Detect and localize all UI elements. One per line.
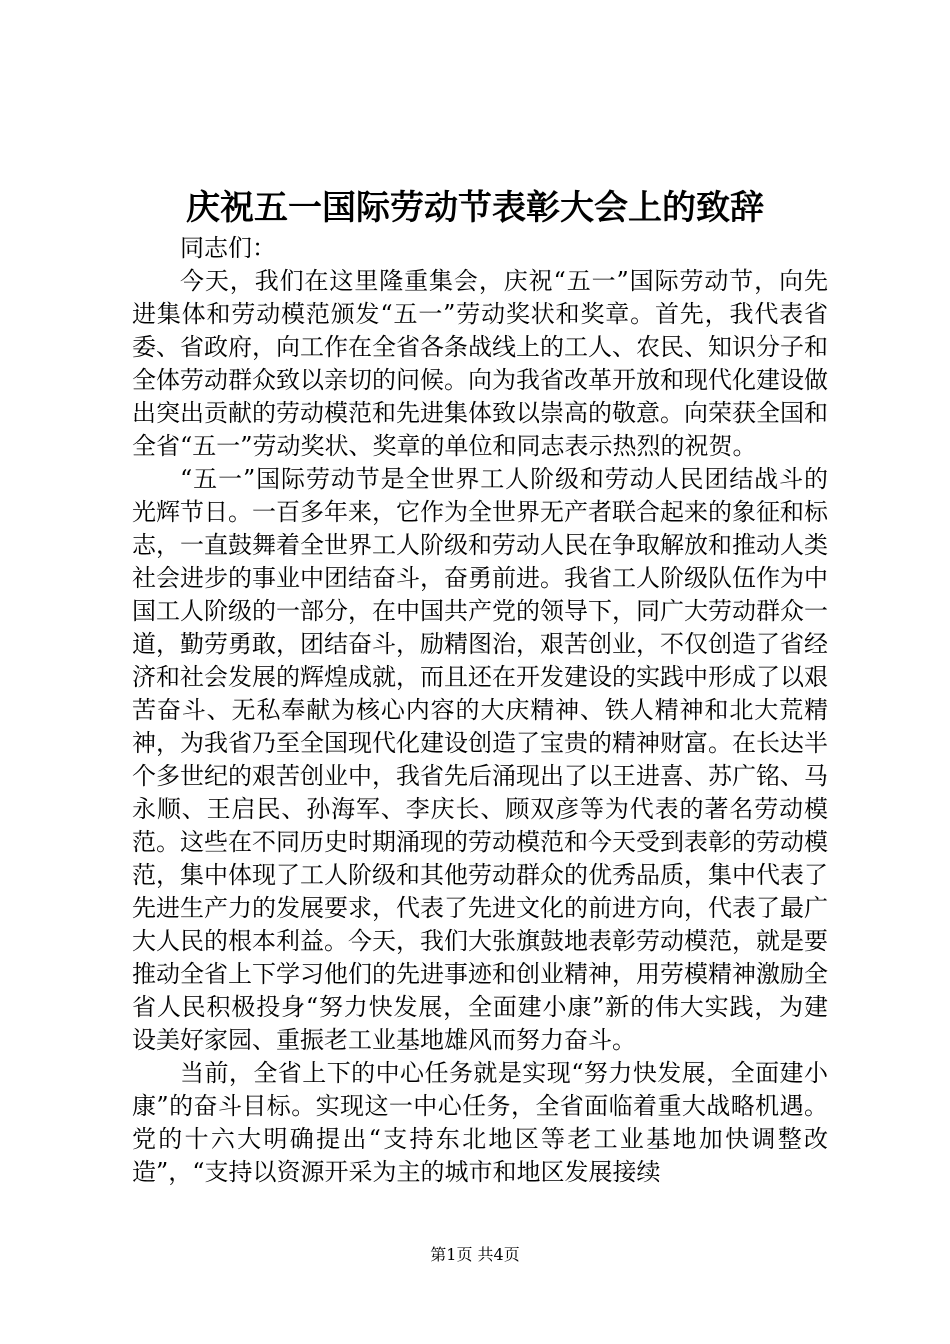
- page-number-footer: 第1页 共4页: [430, 1245, 520, 1264]
- paragraph: 今天，我们在这里隆重集会，庆祝“五一”国际劳动节，向先进集体和劳动模范颁发“五一”劳动奖状和奖章。首先，我代表省委、省政府，向工作在全省各条战线上的工人、农民、知识分子和全体劳动群众致以亲切的问候。向为我省改革开放和现代化建设做出突出贡献的劳动模范和先进集体致以崇高的敬意。向荣获全国和全省“五一”劳动奖状、奖章的单位和同志表示热烈的祝贺。: [132, 267, 828, 460]
- document-title: 庆祝五一国际劳动节表彰大会上的致辞: [186, 188, 764, 228]
- salutation: 同志们：: [180, 234, 276, 262]
- paragraph: 当前，全省上下的中心任务就是实现“努力快发展，全面建小康”的奋斗目标。实现这一中心任务，全省面临着重大战略机遇。党的十六大明确提出“支持东北地区等老工业基地加快调整改造”，“支持以资源开采为主的城市和地区发展接续: [132, 1059, 828, 1186]
- paragraph: “五一”国际劳动节是全世界工人阶级和劳动人民团结战斗的光辉节日。一百多年来，它作为全世界无产者联合起来的象征和标志，一直鼓舞着全世界工人阶级和劳动人民在争取解放和推动人类社会进步的事业中团结奋斗，奋勇前进。我省工人阶级队伍作为中国工人阶级的一部分，在中国共产党的领导下，同广大劳动群众一道，勤劳勇敢，团结奋斗，励精图治，艰苦创业，不仅创造了省经济和社会发展的辉煌成就，而且还在开发建设的实践中形成了以艰苦奋斗、无私奉献为核心内容的大庆精神、铁人精神和北大荒精神，为我省乃至全国现代化建设创造了宝贵的精神财富。在长达半个多世纪的艰苦创业中，我省先后涌现出了以王进喜、苏广铭、马永顺、王启民、孙海军、李庆长、顾双彦等为代表的著名劳动模范。这些在不同历史时期涌现的劳动模范和今天受到表彰的劳动模范，集中体现了工人阶级和其他劳动群众的优秀品质，集中代表了先进生产力的发展要求，代表了先进文化的前进方向，代表了最广大人民的根本利益。今天，我们大张旗鼓地表彰劳动模范，就是要推动全省上下学习他们的先进事迹和创业精神，用劳模精神激励全省人民积极投身“努力快发展，全面建小康”新的伟大实践，为建设美好家园、重振老工业基地雄风而努力奋斗。: [132, 465, 828, 1054]
- document-body: [132, 232, 828, 1189]
